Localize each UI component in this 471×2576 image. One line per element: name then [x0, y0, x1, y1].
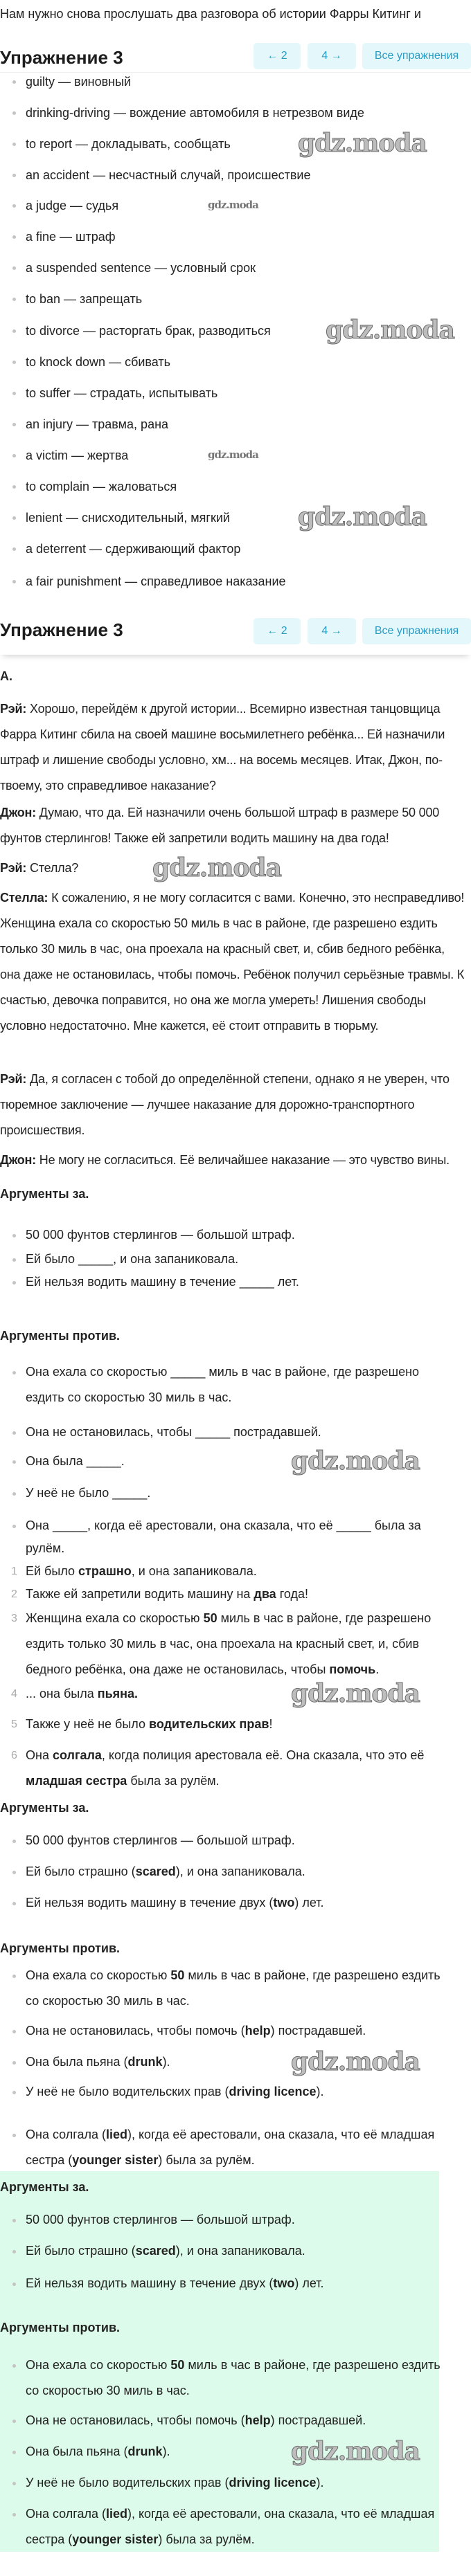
numbered-answer — [11, 1743, 441, 1794]
bullet-icon — [12, 111, 16, 115]
glossary-item-text: to ban — запрещать — [26, 292, 143, 306]
text-segment: ) была за рулём. — [158, 2153, 255, 2167]
task-item-text: Она _____, когда её арестовали, она сказала, что её _____ была за рулём. — [26, 1518, 421, 1555]
section-heading-for — [0, 2177, 277, 2197]
task-item — [26, 1359, 441, 1411]
bullet-icon — [12, 361, 16, 364]
watermark-logo: gdz.moda — [291, 2436, 420, 2466]
text-segment: Ей нельзя водить машину в течение двух ( — [26, 2276, 274, 2290]
glossary-item — [26, 447, 462, 464]
dialogue-text: Думаю, что да. Ей назначили очень большой штраф в размере 50 000 фунтов стерлингов! Также ей запретили водить машину на два года! — [0, 806, 440, 845]
text-segment: , когда полиция арестовала её. Она сказала, что это её — [101, 1748, 425, 1762]
bullet-icon — [12, 547, 16, 551]
bullet-icon — [12, 2420, 16, 2423]
glossary-item — [26, 291, 462, 307]
bullet-icon — [12, 204, 16, 208]
answer-word: младшая сестра — [26, 1774, 127, 1788]
glossary-item — [26, 73, 462, 90]
section-heading-against-text: Аргументы против. — [0, 1941, 121, 1955]
speaker-name: Стелла: — [0, 891, 48, 905]
answer-word: 50 — [170, 1968, 185, 1982]
task-item — [26, 1224, 465, 1246]
filled-answer — [26, 2409, 441, 2432]
bullet-icon — [12, 454, 16, 457]
text-segment: ), и она запаниковала. — [175, 1865, 305, 1878]
dialogue-line — [0, 1067, 468, 1143]
answer-word: younger sister — [72, 2153, 159, 2167]
answer-word: younger sister — [72, 2532, 159, 2546]
text-segment: Она не остановилась, чтобы помочь ( — [26, 2024, 245, 2038]
glossary-item — [26, 541, 462, 557]
intro-text-text: Нам нужно снова прослушать два разговора об истории Фарры Китинг и — [0, 7, 421, 21]
answer-word: scared — [135, 1865, 176, 1878]
answer-word: lied — [105, 2507, 127, 2521]
glossary-item-text: to report — докладывать, сообщать — [26, 137, 231, 151]
glossary-item — [26, 385, 462, 401]
glossary-item — [26, 197, 462, 214]
task-item-text: Она была _____. — [26, 1454, 125, 1468]
answer-word: help — [245, 2024, 271, 2038]
bullet-icon — [12, 1431, 16, 1435]
answer-word: солгала — [52, 1748, 102, 1762]
glossary-item — [26, 573, 462, 590]
section-heading-against-text: Аргументы против. — [0, 1329, 121, 1343]
bullet-icon — [12, 143, 16, 146]
section-heading-for — [0, 1797, 277, 1818]
bullet-icon — [12, 1258, 16, 1262]
task-item-text: 50 000 фунтов стерлингов — большой штраф. — [26, 1228, 295, 1242]
dialogue-text: Да, я согласен с тобой до определённой степени, однако я не уверен, что тюремное заключение — лучшее наказание для дорожно-транспортного происшествия. — [0, 1072, 450, 1137]
text-segment: ) лет. — [294, 1896, 324, 1910]
filled-answer — [26, 2122, 441, 2173]
text-segment: ). — [162, 2055, 170, 2069]
answer-word: пьяна. — [97, 1687, 139, 1700]
task-item-text: Она не остановилась, чтобы _____ пострадавшей. — [26, 1425, 321, 1439]
task-item-text: Ей нельзя водить машину в течение _____ лет. — [26, 1275, 299, 1289]
glossary-item-text: drinking-driving — вождение автомобиля в нетрезвом виде — [26, 106, 364, 120]
text-segment: ! — [269, 1717, 273, 1731]
section-heading-against-text: Аргументы против. — [0, 2321, 121, 2334]
watermark-logo: gdz.moda — [208, 448, 258, 461]
text-segment: ... она была — [26, 1687, 98, 1700]
filled-answer — [26, 2352, 441, 2404]
text-segment: Женщина ехала со скоростью — [26, 1611, 204, 1625]
answer-word: drunk — [127, 2055, 163, 2069]
task-item — [26, 1482, 441, 1505]
task-item-text: У неё не было _____. — [26, 1486, 151, 1500]
text-segment: ). — [316, 2476, 324, 2489]
text-segment: 50 000 фунтов стерлингов — большой штраф. — [26, 1833, 295, 1847]
text-segment: Ей нельзя водить машину в течение двух ( — [26, 1896, 274, 1910]
bullet-icon — [12, 2134, 16, 2137]
bullet-icon — [12, 1492, 16, 1496]
dialogue-line — [0, 855, 468, 881]
watermark-logo: gdz.moda — [291, 2047, 420, 2076]
bullet-icon — [12, 266, 16, 270]
text-segment: ), когда её арестовали, она сказала, что её младшая сестра ( — [26, 2128, 435, 2167]
filled-answer — [26, 2240, 441, 2262]
bullet-icon — [12, 2030, 16, 2033]
bullet-icon — [12, 2219, 16, 2222]
item-number: 4 — [11, 1688, 17, 1700]
glossary-item — [26, 416, 462, 433]
text-segment: года! — [276, 1587, 308, 1601]
bullet-icon — [12, 2513, 16, 2516]
text-segment: Она солгала ( — [26, 2507, 106, 2521]
speaker-name: Джон: — [0, 1153, 36, 1167]
glossary-item-text: guilty — виновный — [26, 75, 132, 89]
bullet-icon — [12, 2482, 16, 2485]
item-number: 5 — [11, 1718, 17, 1730]
numbered-answer — [11, 1713, 441, 1736]
exercise-header-sticky — [0, 28, 471, 73]
section-heading-against — [0, 1325, 277, 1346]
bullet-icon — [12, 423, 16, 426]
answer-word: 50 — [170, 2358, 185, 2372]
page-title: Упражнение 3 — [0, 47, 123, 68]
task-item — [26, 1514, 441, 1560]
text-segment: 50 000 фунтов стерлингов — большой штраф. — [26, 2213, 295, 2226]
answer-word: страшно — [78, 1564, 132, 1578]
answer-word: водительских прав — [149, 1717, 269, 1731]
glossary-item — [26, 129, 462, 158]
dialogue-line — [0, 1148, 468, 1173]
glossary-item — [26, 228, 462, 245]
bullet-icon — [12, 1371, 16, 1375]
next-exercise-button[interactable]: 4 → — [308, 43, 356, 69]
bullet-icon — [12, 1460, 16, 1464]
text-segment: Она была пьяна ( — [26, 2055, 128, 2069]
bullet-icon — [12, 2451, 16, 2454]
numbered-answer — [11, 1678, 441, 1708]
text-segment: миль в час в районе, где разрешено ездить со скоростью 30 миль в час. — [26, 1968, 441, 2008]
filled-answer — [26, 2436, 441, 2466]
bullet-icon — [12, 1525, 16, 1528]
glossary-item — [26, 167, 462, 183]
watermark-logo: gdz.moda — [291, 1446, 420, 1476]
task-item — [26, 1248, 465, 1271]
text-segment: Она солгала ( — [26, 2128, 106, 2141]
bullet-icon — [12, 1234, 16, 1237]
section-heading-for-text: Аргументы за. — [0, 2180, 89, 2194]
watermark-logo: gdz.moda — [208, 199, 258, 211]
prev-exercise-button[interactable]: ← 2 — [254, 618, 301, 644]
text-segment: У неё не было водительских прав ( — [26, 2085, 229, 2098]
answer-word: lied — [105, 2128, 127, 2141]
glossary-item-text: lenient — снисходительный, мягкий — [26, 511, 230, 525]
watermark-logo: gdz.moda — [291, 1678, 420, 1708]
text-segment: ), когда её арестовали, она сказала, что её младшая сестра ( — [26, 2507, 435, 2546]
text-segment: ). — [162, 2445, 170, 2458]
task-item — [26, 1446, 441, 1476]
bullet-icon — [12, 80, 16, 84]
text-segment: Она ехала со скоростью — [26, 2358, 171, 2372]
glossary-item-text: to suffer — страдать, испытывать — [26, 386, 218, 400]
text-segment: миль в час в районе, где разрешено ездить со скоростью 30 миль в час. — [26, 2358, 441, 2397]
glossary-item — [26, 105, 462, 121]
text-segment: . — [375, 1662, 380, 1676]
intro-text — [0, 5, 471, 23]
filled-answer — [26, 2080, 441, 2103]
bullet-icon — [12, 485, 16, 489]
filled-answer — [26, 2272, 441, 2295]
answer-word: driving licence — [229, 2085, 317, 2098]
filled-answer — [26, 2047, 441, 2076]
glossary-item — [26, 478, 462, 495]
watermark-logo: gdz.moda — [298, 129, 427, 158]
text-segment: Также ей запретили водить машину на — [26, 1587, 254, 1601]
text-segment: Она была пьяна ( — [26, 2445, 128, 2458]
answer-word: two — [273, 2276, 295, 2290]
text-segment: Ей было — [26, 1564, 79, 1578]
dialogue-line — [0, 800, 468, 851]
answer-word: help — [245, 2413, 271, 2427]
text-segment: Она — [26, 1748, 53, 1762]
answer-word: два — [254, 1587, 276, 1601]
glossary-item — [26, 316, 462, 345]
bullet-icon — [12, 580, 16, 583]
text-segment: Ей было страшно ( — [26, 2244, 136, 2258]
section-heading-for-text: Аргументы за. — [0, 1801, 89, 1815]
bullet-icon — [12, 1281, 16, 1285]
bullet-icon — [12, 392, 16, 395]
all-exercises-button[interactable]: Все упражнения — [362, 618, 471, 644]
dialogue-text: К сожалению, я не могу согласится с вами. Конечно, это несправедливо! Женщина ехала со скоростью 50 миль в час в районе, где разрешено ездить только 30 миль в час, она проехала на красный свет, и, сбив бедного ребёнка, она даже не остановилась, чтобы помочь. Ребёнок получил серьёзные травмы. К счастью, девочка поправится, но она же могла умереть! Лишения свободы условно недостаточно. Мне кажется, её стоит отправить в тюрьму. — [0, 891, 465, 1033]
answer-word: two — [273, 1896, 295, 1910]
text-segment: Она не остановилась, чтобы помочь ( — [26, 2413, 245, 2427]
task-item-text: Ей было _____, и она запаниковала. — [26, 1252, 239, 1266]
dialogue-text: Стелла? — [26, 861, 79, 875]
page-title: Упражнение 3 — [0, 619, 123, 640]
speaker-name: Джон: — [0, 806, 36, 819]
glossary-item-text: a victim — жертва — [26, 448, 129, 462]
text-segment: была за рулём. — [127, 1774, 220, 1788]
glossary-item-text: a fine — штраф — [26, 230, 116, 244]
bullet-icon — [12, 329, 16, 333]
glossary-item-text: a fair punishment — справедливое наказание — [26, 574, 286, 588]
answer-word: 50 — [203, 1611, 217, 1625]
bullet-icon — [12, 1871, 16, 1874]
text-segment: миль в час в районе, где разрешено ездить только 30 миль в час, она проехала на красный свет, и, сбив бедного ребёнка, она даже не остановилась, чтобы — [26, 1611, 432, 1676]
watermark-logo: gdz.moda — [152, 853, 281, 882]
bullet-icon — [12, 235, 16, 239]
bullet-icon — [12, 174, 16, 177]
dialogue-text: Не могу не согласиться. Её величайшее наказание — это чувство вины. — [36, 1153, 450, 1167]
text-segment: У неё не было водительских прав ( — [26, 2476, 229, 2489]
speaker-name: Рэй: — [0, 702, 27, 716]
task-item — [26, 1421, 441, 1444]
glossary-item-text: a deterrent — сдерживающий фактор — [26, 542, 241, 556]
text-segment: Она ехала со скоростью — [26, 1968, 171, 1982]
filled-answer — [26, 1829, 441, 1852]
section-heading-against — [0, 2317, 277, 2338]
watermark-logo: gdz.moda — [326, 316, 454, 345]
section-heading-against — [0, 1938, 277, 1959]
glossary-item-text: a judge — судья — [26, 199, 119, 212]
glossary-item-text: a suspended sentence — условный срок — [26, 261, 256, 275]
section-heading-for — [0, 1183, 277, 1204]
answer-label — [0, 667, 69, 685]
numbered-answer — [11, 1560, 441, 1583]
text-segment: Ей было страшно ( — [26, 1865, 136, 1878]
filled-answer — [26, 1860, 441, 1883]
exercise-header — [0, 604, 471, 655]
item-number: 1 — [11, 1566, 17, 1577]
bullet-icon — [12, 2283, 16, 2286]
item-number: 2 — [11, 1588, 17, 1600]
bullet-icon — [12, 516, 16, 520]
text-segment: ) пострадавшей. — [270, 2024, 366, 2038]
bullet-icon — [12, 2364, 16, 2368]
bullet-icon — [12, 2061, 16, 2065]
text-segment: , и она запаниковала. — [131, 1564, 257, 1578]
text-segment: ) была за рулём. — [158, 2532, 255, 2546]
filled-answer — [26, 1892, 441, 1914]
watermark-logo: gdz.moda — [298, 502, 427, 532]
numbered-answer — [11, 1606, 441, 1682]
glossary-item-text: an accident — несчастный случай, происшествие — [26, 168, 311, 182]
filled-answer — [26, 2501, 441, 2552]
glossary-item-text: to divorce — расторгать брак, разводиться — [26, 324, 271, 338]
bullet-icon — [12, 1840, 16, 1843]
numbered-answer — [11, 1583, 441, 1606]
answer-word: scared — [135, 2244, 176, 2258]
bullet-icon — [12, 298, 16, 301]
text-segment: ) лет. — [294, 2276, 324, 2290]
dialogue-line — [0, 885, 468, 1039]
bullet-icon — [12, 2091, 16, 2094]
bullet-icon — [12, 1902, 16, 1905]
glossary-item — [26, 260, 462, 276]
text-segment: ) пострадавшей. — [270, 2413, 366, 2427]
dialogue-line — [0, 696, 468, 799]
all-exercises-button[interactable]: Все упражнения — [362, 43, 471, 69]
filled-answer — [26, 1963, 441, 2014]
task-item — [26, 1271, 465, 1294]
answer-word: driving licence — [229, 2476, 317, 2489]
text-segment: Также у неё не было — [26, 1717, 150, 1731]
task-item-text: Она ехала со скоростью _____ миль в час в районе, где разрешено ездить со скоростью 30 миль в час. — [26, 1365, 420, 1404]
filled-answer — [26, 2471, 441, 2494]
bullet-icon — [12, 2250, 16, 2253]
dialogue-text: Хорошо, перейдём к другой истории... Всемирно известная танцовщица Фарра Китинг сбила на своей машине восьмилетнего ребёнка... Ей назначили штраф и лишение свободы условно, хм... на восемь месяцев. Итак, Джон, по-твоему, это справедливое наказание? — [0, 702, 445, 792]
glossary-item-text: to knock down — сбивать — [26, 355, 171, 369]
next-exercise-button[interactable]: 4 → — [308, 618, 356, 644]
answer-word: drunk — [127, 2445, 163, 2458]
prev-exercise-button[interactable]: ← 2 — [254, 43, 301, 69]
speaker-name: Рэй: — [0, 861, 27, 875]
glossary-item-text: to complain — жаловаться — [26, 480, 177, 493]
item-number: 3 — [11, 1613, 17, 1624]
speaker-name: Рэй: — [0, 1072, 27, 1086]
answer-word: помочь — [329, 1662, 376, 1676]
filled-answer — [26, 2208, 441, 2231]
text-segment: ). — [316, 2085, 324, 2098]
glossary-item — [26, 354, 462, 370]
answer-label-text: А. — [0, 669, 12, 683]
glossary-item-text: an injury — травма, рана — [26, 417, 169, 431]
item-number: 6 — [11, 1750, 17, 1761]
glossary-item — [26, 502, 462, 532]
filled-answer — [26, 2020, 441, 2042]
bullet-icon — [12, 1975, 16, 1978]
text-segment: ), и она запаниковала. — [175, 2244, 305, 2258]
section-heading-for-text: Аргументы за. — [0, 1187, 89, 1201]
